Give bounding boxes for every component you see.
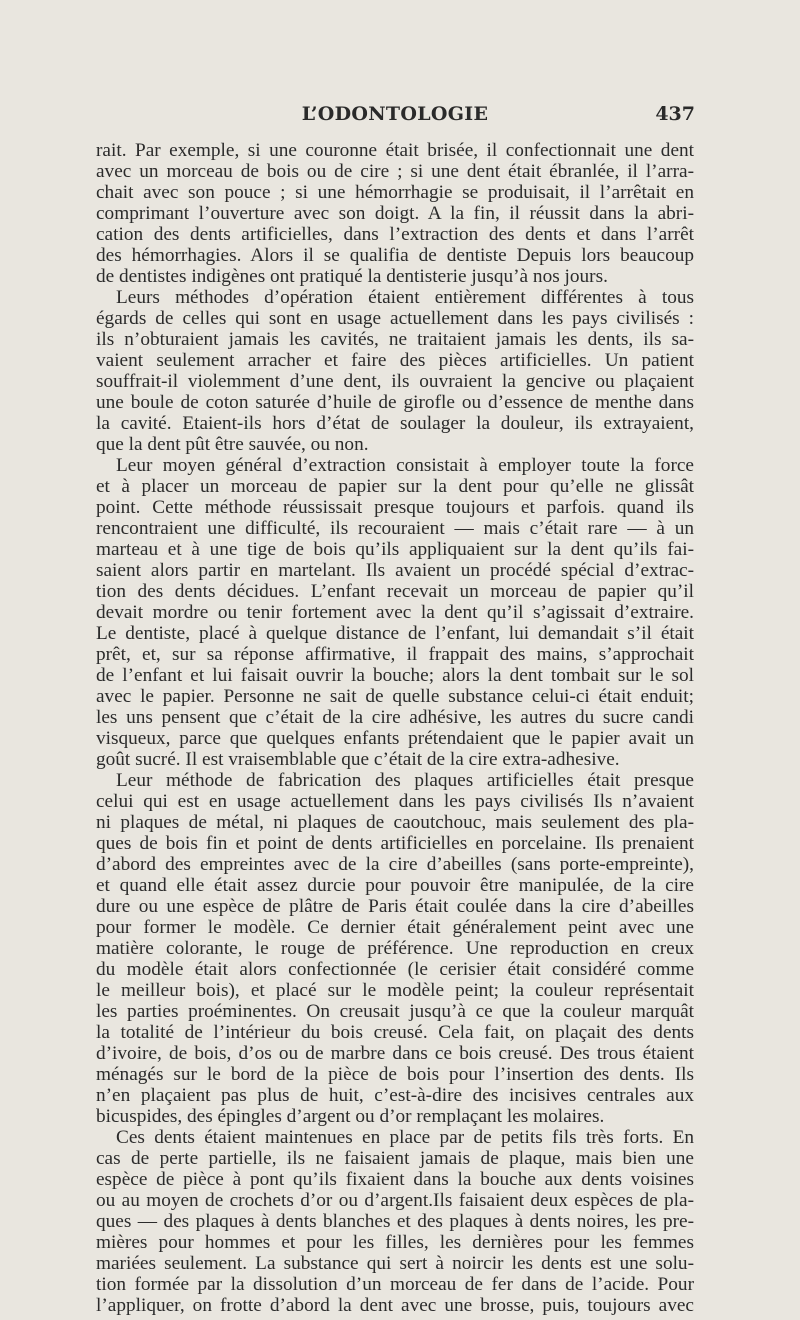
text-line: comprimant l’ouverture avec son doigt. A la fin, il réussit dans la abri- bbox=[96, 203, 694, 224]
text-line: chait avec son pouce ; si une hémorrhagie se produisait, il l’arrêtait en bbox=[96, 182, 694, 203]
text-line: mariées seulement. La substance qui sert à noircir les dents est une solu- bbox=[96, 1253, 694, 1274]
text-line: Leur méthode de fabrication des plaques artificielles était presque bbox=[116, 770, 694, 791]
text-line: bicuspides, des épingles d’argent ou d’or remplaçant les molaires. bbox=[96, 1106, 605, 1127]
text-line: espèce de pièce à pont qu’ils fixaient dans la bouche aux dents voisines bbox=[96, 1169, 694, 1190]
text-line: Leur moyen général d’extraction consistait à employer toute la force bbox=[116, 455, 694, 476]
text-line: Le dentiste, placé à quelque distance de l’enfant, lui demandait s’il était bbox=[96, 623, 694, 644]
text-line: dure ou une espèce de plâtre de Paris était coulée dans la cire d’abeilles bbox=[96, 896, 694, 917]
text-line: ques — des plaques à dents blanches et des plaques à dents noires, les pre- bbox=[96, 1211, 694, 1232]
text-line: ou au moyen de crochets d’or ou d’argent.Ils faisaient deux espèces de pla- bbox=[96, 1190, 694, 1211]
text-line: saient alors partir en martelant. Ils avaient un procédé spécial d’extrac- bbox=[96, 560, 694, 581]
text-line: tion formée par la dissolution d’un morceau de fer dans de l’acide. Pour bbox=[96, 1274, 694, 1295]
body-text bbox=[96, 140, 694, 1316]
text-line: n’en plaçaient pas plus de huit, c’est-à-dire des incisives centrales aux bbox=[96, 1085, 694, 1106]
text-line: les uns pensent que c’était de la cire adhésive, les autres du sucre candi bbox=[96, 707, 694, 728]
text-line: avec le papier. Personne ne sait de quelle substance celui-ci était enduit; bbox=[96, 686, 694, 707]
text-line: la totalité de l’intérieur du bois creusé. Cela fait, on plaçait des dents bbox=[96, 1022, 694, 1043]
text-line: rencontraient une difficulté, ils recouraient — mais c’était rare — à un bbox=[96, 518, 694, 539]
text-line: que la dent pût être sauvée, ou non. bbox=[96, 434, 369, 455]
text-line: de l’enfant et lui faisait ouvrir la bouche; alors la dent tombait sur le sol bbox=[96, 665, 694, 686]
text-line: Leurs méthodes d’opération étaient entièrement différentes à tous bbox=[116, 287, 694, 308]
page-header bbox=[95, 103, 695, 133]
text-line: des hémorrhagies. Alors il se qualifia de dentiste Depuis lors beaucoup bbox=[96, 245, 694, 266]
page-number: 437 bbox=[655, 103, 695, 125]
text-line: vaient seulement arracher et faire des pièces artificielles. Un patient bbox=[96, 350, 694, 371]
text-line: pour former le modèle. Ce dernier était généralement peint avec une bbox=[96, 917, 694, 938]
text-line: point. Cette méthode réussissait presque toujours et parfois. quand ils bbox=[96, 497, 694, 518]
text-line: marteau et à une tige de bois qu’ils appliquaient sur la dent qu’ils fai- bbox=[96, 539, 694, 560]
text-line: matière colorante, le rouge de préférence. Une reproduction en creux bbox=[96, 938, 694, 959]
text-line: d’ivoire, de bois, d’os ou de marbre dans ce bois creusé. Des trous étaient bbox=[96, 1043, 694, 1064]
text-line: avec un morceau de bois ou de cire ; si une dent était ébranlée, il l’arra- bbox=[96, 161, 694, 182]
text-line: et à placer un morceau de papier sur la dent pour qu’elle ne glissât bbox=[96, 476, 694, 497]
text-line: prêt, et, sur sa réponse affirmative, il frappait des mains, s’approchait bbox=[96, 644, 694, 665]
text-line: mières pour hommes et pour les filles, les dernières pour les femmes bbox=[96, 1232, 694, 1253]
text-line: une boule de coton saturée d’huile de girofle ou d’essence de menthe dans bbox=[96, 392, 694, 413]
text-line: goût sucré. Il est vraisemblable que c’était de la cire extra-adhesive. bbox=[96, 749, 620, 770]
text-line: de dentistes indigènes ont pratiqué la dentisterie jusqu’à nos jours. bbox=[96, 266, 608, 287]
text-line: Ces dents étaient maintenues en place par de petits fils très forts. En bbox=[116, 1127, 694, 1148]
text-line: égards de celles qui sont en usage actuellement dans les pays civilisés : bbox=[96, 308, 694, 329]
text-line: ils n’obturaient jamais les cavités, ne traitaient jamais les dents, ils sa- bbox=[96, 329, 694, 350]
text-line: cation des dents artificielles, dans l’extraction des dents et dans l’arrêt bbox=[96, 224, 694, 245]
text-line: l’appliquer, on frotte d’abord la dent avec une brosse, puis, toujours avec bbox=[96, 1295, 694, 1316]
text-line: d’abord des empreintes avec de la cire d’abeilles (sans porte-empreinte), bbox=[96, 854, 694, 875]
text-line: ques de bois fin et point de dents artificielles en porcelaine. Ils prenaient bbox=[96, 833, 694, 854]
text-line: le meilleur bois), et placé sur le modèle peint; la couleur représentait bbox=[96, 980, 694, 1001]
text-line: celui qui est en usage actuellement dans les pays civilisés Ils n’avaient bbox=[96, 791, 694, 812]
text-line: les parties proéminentes. On creusait jusqu’à ce que la couleur marquât bbox=[96, 1001, 694, 1022]
text-line: cas de perte partielle, ils ne faisaient jamais de plaque, mais bien une bbox=[96, 1148, 694, 1169]
text-line: la cavité. Etaient-ils hors d’état de soulager la douleur, ils extrayaient, bbox=[96, 413, 694, 434]
text-line: visqueux, parce que quelques enfants prétendaient que le papier avait un bbox=[96, 728, 694, 749]
text-line: ménagés sur le bord de la pièce de bois pour l’insertion des dents. Ils bbox=[96, 1064, 694, 1085]
text-line: et quand elle était assez durcie pour pouvoir être manipulée, de la cire bbox=[96, 875, 694, 896]
running-title: L’ODONTOLOGIE bbox=[301, 103, 489, 125]
text-line: tion des dents décidues. L’enfant recevait un morceau de papier qu’il bbox=[96, 581, 694, 602]
text-line: devait mordre ou tenir fortement avec la dent qu’il s’agissait d’extraire. bbox=[96, 602, 694, 623]
text-line: du modèle était alors confectionnée (le cerisier était considéré comme bbox=[96, 959, 694, 980]
text-line: souffrait-il violemment d’une dent, ils ouvraient la gencive ou plaçaient bbox=[96, 371, 694, 392]
text-line: rait. Par exemple, si une couronne était brisée, il confectionnait une dent bbox=[96, 140, 694, 161]
text-line: ni plaques de métal, ni plaques de caoutchouc, mais seulement des pla- bbox=[96, 812, 694, 833]
